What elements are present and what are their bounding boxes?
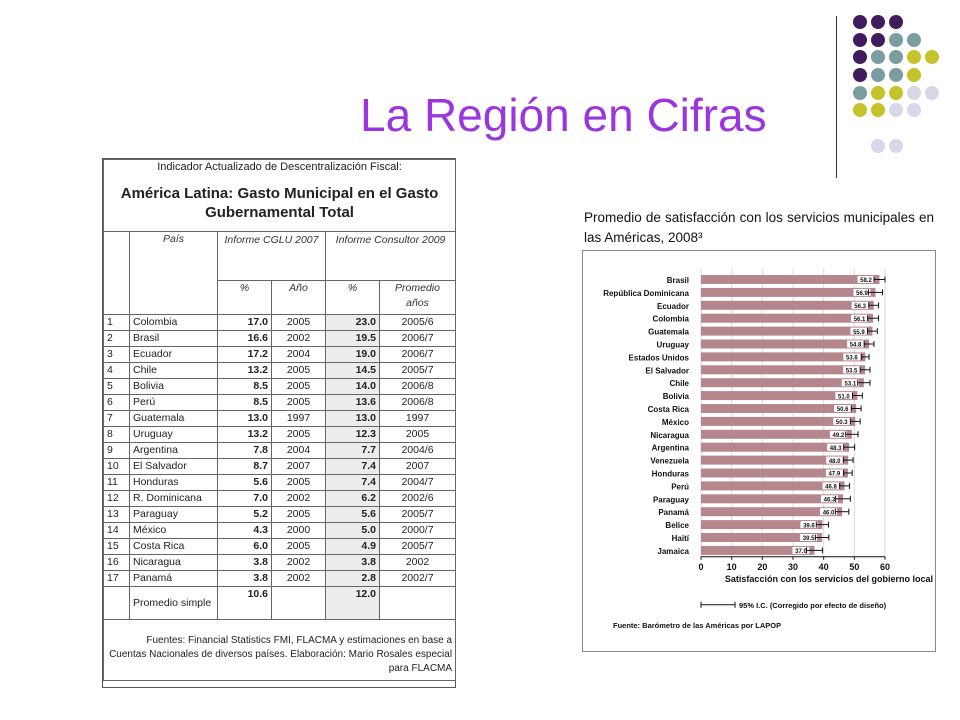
row-pais: Colombia	[130, 315, 218, 331]
dot	[871, 86, 885, 100]
bar	[701, 365, 865, 374]
table-row	[104, 331, 456, 347]
row-cglu-anio: 2005	[272, 427, 326, 443]
row-cglu-anio: 2002	[272, 331, 326, 347]
table-row	[104, 539, 456, 555]
category-label: Argentina	[651, 443, 689, 453]
promedio-label: Promedio simple	[130, 587, 218, 620]
row-number: 7	[104, 411, 130, 427]
row-consultor-pct: 13.6	[326, 395, 380, 411]
promedio-blank2	[272, 587, 326, 620]
row-cglu-anio: 2005	[272, 539, 326, 555]
row-consultor-pct: 6.2	[326, 491, 380, 507]
dot	[889, 103, 903, 117]
row-pais: Bolivia	[130, 379, 218, 395]
table-row	[104, 411, 456, 427]
row-cglu-anio: 2002	[272, 555, 326, 571]
row-pais: El Salvador	[130, 459, 218, 475]
row-consultor-anio: 2006/8	[380, 379, 456, 395]
category-label: Panamá	[658, 508, 689, 518]
row-number: 6	[104, 395, 130, 411]
row-cglu-pct: 13.2	[218, 427, 272, 443]
row-consultor-anio: 1997	[380, 411, 456, 427]
value-label: 46.8	[825, 484, 837, 491]
dot	[889, 15, 903, 29]
row-pais: Uruguay	[130, 427, 218, 443]
x-tick-label: 40	[818, 561, 829, 572]
row-consultor-pct: 7.4	[326, 475, 380, 491]
row-consultor-pct: 13.0	[326, 411, 380, 427]
dot	[925, 50, 939, 64]
row-pais: Panamá	[130, 571, 218, 587]
row-pais: Perú	[130, 395, 218, 411]
row-consultor-anio: 2006/7	[380, 347, 456, 363]
value-label: 56.1	[853, 316, 866, 323]
row-number: 2	[104, 331, 130, 347]
dot	[907, 33, 921, 47]
dot	[889, 139, 903, 153]
category-label: Jamaica	[657, 546, 689, 556]
table-row	[104, 523, 456, 539]
dot	[871, 103, 885, 117]
row-cglu-pct: 8.5	[218, 395, 272, 411]
x-tick-label: 10	[726, 561, 737, 572]
row-consultor-pct: 19.0	[326, 347, 380, 363]
row-consultor-pct: 7.4	[326, 459, 380, 475]
category-label: Costa Rica	[647, 405, 689, 414]
row-consultor-anio: 2005/7	[380, 363, 456, 379]
row-consultor-pct: 23.0	[326, 315, 380, 331]
x-tick-label: 60	[879, 561, 891, 572]
value-label: 53.5	[845, 368, 858, 375]
bar	[701, 469, 848, 478]
x-axis-label: Satisfacción con los servicios del gobierno local	[724, 573, 933, 584]
row-consultor-pct: 5.6	[326, 507, 380, 523]
bar	[701, 443, 849, 452]
value-label: 54.8	[849, 342, 862, 349]
table-row	[104, 395, 456, 411]
row-number: 4	[104, 363, 130, 379]
row-consultor-anio: 2006/7	[380, 331, 456, 347]
promedio-blank3	[380, 587, 456, 620]
table-heading: Indicador Actualizado de Descentralización Fiscal:	[104, 160, 456, 176]
row-pais: Guatemala	[130, 411, 218, 427]
row-pais: Honduras	[130, 475, 218, 491]
chart-source: Fuente: Barómetro de las Américas por LAPOP	[613, 620, 782, 630]
table-row	[104, 459, 456, 475]
value-label: 58.2	[860, 278, 872, 285]
table-row	[104, 347, 456, 363]
row-cglu-pct: 8.5	[218, 379, 272, 395]
value-label: 50.3	[835, 420, 848, 427]
value-label: 37.0	[795, 549, 807, 556]
row-consultor-pct: 7.7	[326, 443, 380, 459]
row-number: 3	[104, 347, 130, 363]
row-cglu-pct: 3.8	[218, 571, 272, 587]
row-cglu-pct: 13.2	[218, 363, 272, 379]
bar	[701, 340, 869, 349]
row-pais: Chile	[130, 363, 218, 379]
row-consultor-anio: 2004/6	[380, 443, 456, 459]
header-consultor: Informe Consultor 2009	[326, 232, 456, 281]
row-consultor-anio: 2005	[380, 427, 456, 443]
dot	[871, 139, 885, 153]
chart-svg	[583, 251, 935, 651]
row-pais: Argentina	[130, 443, 218, 459]
row-consultor-anio: 2005/7	[380, 507, 456, 523]
header-pct2: %	[326, 280, 380, 314]
row-cglu-pct: 13.0	[218, 411, 272, 427]
row-cglu-pct: 7.8	[218, 443, 272, 459]
category-label: República Dominicana	[603, 288, 689, 298]
x-tick-label: 20	[757, 561, 768, 572]
row-number: 8	[104, 427, 130, 443]
table-row	[104, 491, 456, 507]
dot	[871, 33, 885, 47]
dot	[907, 103, 921, 117]
dot	[871, 15, 885, 29]
row-cglu-anio: 2005	[272, 395, 326, 411]
value-label: 53.6	[846, 355, 858, 362]
table-row	[104, 363, 456, 379]
bar	[701, 314, 873, 323]
category-label: Paraguay	[652, 495, 689, 505]
table-title: América Latina: Gasto Municipal en el Gasto Gubernamental Total	[104, 175, 456, 232]
row-pais: México	[130, 523, 218, 539]
bar	[701, 456, 848, 465]
row-cglu-anio: 2002	[272, 491, 326, 507]
dot	[889, 86, 903, 100]
category-label: Estados Unidos	[628, 353, 689, 363]
row-cglu-pct: 5.2	[218, 507, 272, 523]
category-label: Brasil	[666, 276, 689, 285]
header-promedio: Promedio años	[380, 280, 456, 314]
value-label: 48.3	[829, 445, 842, 452]
table-row	[104, 571, 456, 587]
header-pais: País	[130, 232, 218, 315]
dot	[907, 68, 921, 82]
row-cglu-pct: 17.0	[218, 315, 272, 331]
category-label: Honduras	[651, 469, 689, 479]
row-number: 5	[104, 379, 130, 395]
row-consultor-anio: 2002	[380, 555, 456, 571]
value-label: 46.3	[823, 497, 836, 504]
promedio-cglu: 10.6	[218, 587, 272, 620]
bar	[701, 430, 852, 439]
row-consultor-anio: 2005/7	[380, 539, 456, 555]
category-label: Uruguay	[656, 340, 689, 350]
category-label: El Salvador	[645, 366, 689, 376]
row-pais: Paraguay	[130, 507, 218, 523]
value-label: 49.2	[832, 433, 845, 439]
dot	[889, 68, 903, 82]
table-row	[104, 427, 456, 443]
value-label: 53.1	[844, 381, 857, 388]
category-label: Haití	[671, 534, 689, 543]
dot	[925, 86, 939, 100]
x-tick-label: 0	[698, 561, 704, 572]
decentralization-table	[102, 158, 456, 688]
bar	[701, 352, 865, 361]
row-cglu-pct: 7.0	[218, 491, 272, 507]
legend-ci-label: 95% I.C. (Corregido por efecto de diseño)	[739, 600, 887, 610]
row-cglu-anio: 2004	[272, 347, 326, 363]
category-label: Ecuador	[656, 301, 689, 311]
promedio-blank	[104, 587, 130, 620]
row-consultor-anio: 2005/6	[380, 315, 456, 331]
table-row	[104, 315, 456, 331]
row-consultor-anio: 2006/8	[380, 395, 456, 411]
table-row	[104, 443, 456, 459]
dot	[853, 33, 867, 47]
row-pais: R. Dominicana	[130, 491, 218, 507]
category-label: Nicaragua	[650, 430, 689, 440]
table-row	[104, 379, 456, 395]
row-cglu-anio: 2002	[272, 571, 326, 587]
row-cglu-pct: 8.7	[218, 459, 272, 475]
category-label: Perú	[671, 482, 689, 492]
table-row	[104, 475, 456, 491]
category-label: Chile	[669, 379, 689, 389]
row-number: 11	[104, 475, 130, 491]
bar	[701, 327, 872, 336]
value-label: 50.6	[836, 407, 849, 414]
category-label: México	[661, 417, 689, 427]
row-consultor-anio: 2000/7	[380, 523, 456, 539]
row-cglu-anio: 2007	[272, 459, 326, 475]
value-label: 39.5	[802, 536, 815, 543]
dot	[853, 68, 867, 82]
bar	[701, 417, 855, 426]
value-label: 46.0	[822, 510, 835, 517]
row-consultor-pct: 2.8	[326, 571, 380, 587]
row-cglu-anio: 1997	[272, 411, 326, 427]
slide-title: La Región en Cifras	[360, 89, 767, 141]
row-cglu-anio: 2000	[272, 523, 326, 539]
row-cglu-pct: 3.8	[218, 555, 272, 571]
row-pais: Brasil	[130, 331, 218, 347]
row-cglu-pct: 16.6	[218, 331, 272, 347]
row-pais: Costa Rica	[130, 539, 218, 555]
value-label: 56.3	[854, 304, 866, 310]
table-row	[104, 555, 456, 571]
bar	[701, 391, 857, 400]
value-label: 55.9	[853, 329, 865, 336]
row-consultor-pct: 5.0	[326, 523, 380, 539]
row-cglu-anio: 2004	[272, 443, 326, 459]
row-cglu-pct: 17.2	[218, 347, 272, 363]
table-row	[104, 507, 456, 523]
row-cglu-anio: 2005	[272, 507, 326, 523]
row-consultor-anio: 2004/7	[380, 475, 456, 491]
dot	[889, 50, 903, 64]
x-tick-label: 50	[849, 561, 860, 572]
category-label: Colombia	[652, 314, 689, 324]
value-label: 39.6	[803, 523, 815, 530]
satisfaction-chart	[582, 250, 936, 652]
x-tick-label: 30	[787, 561, 799, 572]
header-pct: %	[218, 280, 272, 314]
dot	[907, 50, 921, 64]
row-number: 15	[104, 539, 130, 555]
value-label: 48.0	[828, 458, 841, 465]
row-consultor-pct: 4.9	[326, 539, 380, 555]
header-cglu: Informe CGLU 2007	[218, 232, 326, 281]
dot	[853, 50, 867, 64]
category-label: Guatemala	[648, 327, 689, 337]
divider-line	[836, 16, 837, 178]
row-cglu-anio: 2005	[272, 379, 326, 395]
row-consultor-anio: 2007	[380, 459, 456, 475]
row-consultor-anio: 2002/6	[380, 491, 456, 507]
row-number: 12	[104, 491, 130, 507]
category-label: Venezuela	[650, 456, 689, 466]
dot	[907, 86, 921, 100]
row-number: 14	[104, 523, 130, 539]
row-number: 13	[104, 507, 130, 523]
row-number: 16	[104, 555, 130, 571]
dot	[853, 15, 867, 29]
category-label: Bolivia	[662, 392, 689, 402]
row-pais: Nicaragua	[130, 555, 218, 571]
row-cglu-pct: 4.3	[218, 523, 272, 539]
dot	[889, 33, 903, 47]
table-footnote: Fuentes: Financial Statistics FMI, FLACMA y estimaciones en base a Cuentas Nacionales de diversos países. Elaboración: Mario Rosales especial para FLACMA	[104, 620, 456, 681]
promedio-consultor: 12.0	[326, 587, 380, 620]
row-cglu-pct: 6.0	[218, 539, 272, 555]
value-label: 51.0	[838, 394, 850, 401]
bar	[701, 288, 875, 297]
category-label: Belice	[665, 521, 689, 531]
value-label: 56.9	[856, 291, 868, 298]
header-blank	[104, 232, 130, 315]
chart-caption: Promedio de satisfacción con los servicios municipales en las Américas, 2008³	[584, 210, 934, 245]
row-number: 9	[104, 443, 130, 459]
row-number: 10	[104, 459, 130, 475]
bar	[701, 378, 864, 387]
bar	[701, 275, 879, 284]
row-consultor-anio: 2002/7	[380, 571, 456, 587]
bar	[701, 404, 856, 413]
row-number: 1	[104, 315, 130, 331]
row-cglu-anio: 2005	[272, 315, 326, 331]
row-consultor-pct: 14.5	[326, 363, 380, 379]
row-consultor-pct: 12.3	[326, 427, 380, 443]
row-number: 17	[104, 571, 130, 587]
row-cglu-pct: 5.6	[218, 475, 272, 491]
dot	[871, 50, 885, 64]
row-consultor-pct: 14.0	[326, 379, 380, 395]
row-cglu-anio: 2005	[272, 363, 326, 379]
row-consultor-pct: 3.8	[326, 555, 380, 571]
header-anio: Año	[272, 280, 326, 314]
value-label: 47.9	[828, 471, 841, 478]
bar	[701, 301, 874, 310]
dot	[853, 103, 867, 117]
dot	[853, 86, 867, 100]
row-cglu-anio: 2005	[272, 475, 326, 491]
row-consultor-pct: 19.5	[326, 331, 380, 347]
row-pais: Ecuador	[130, 347, 218, 363]
dot	[871, 68, 885, 82]
